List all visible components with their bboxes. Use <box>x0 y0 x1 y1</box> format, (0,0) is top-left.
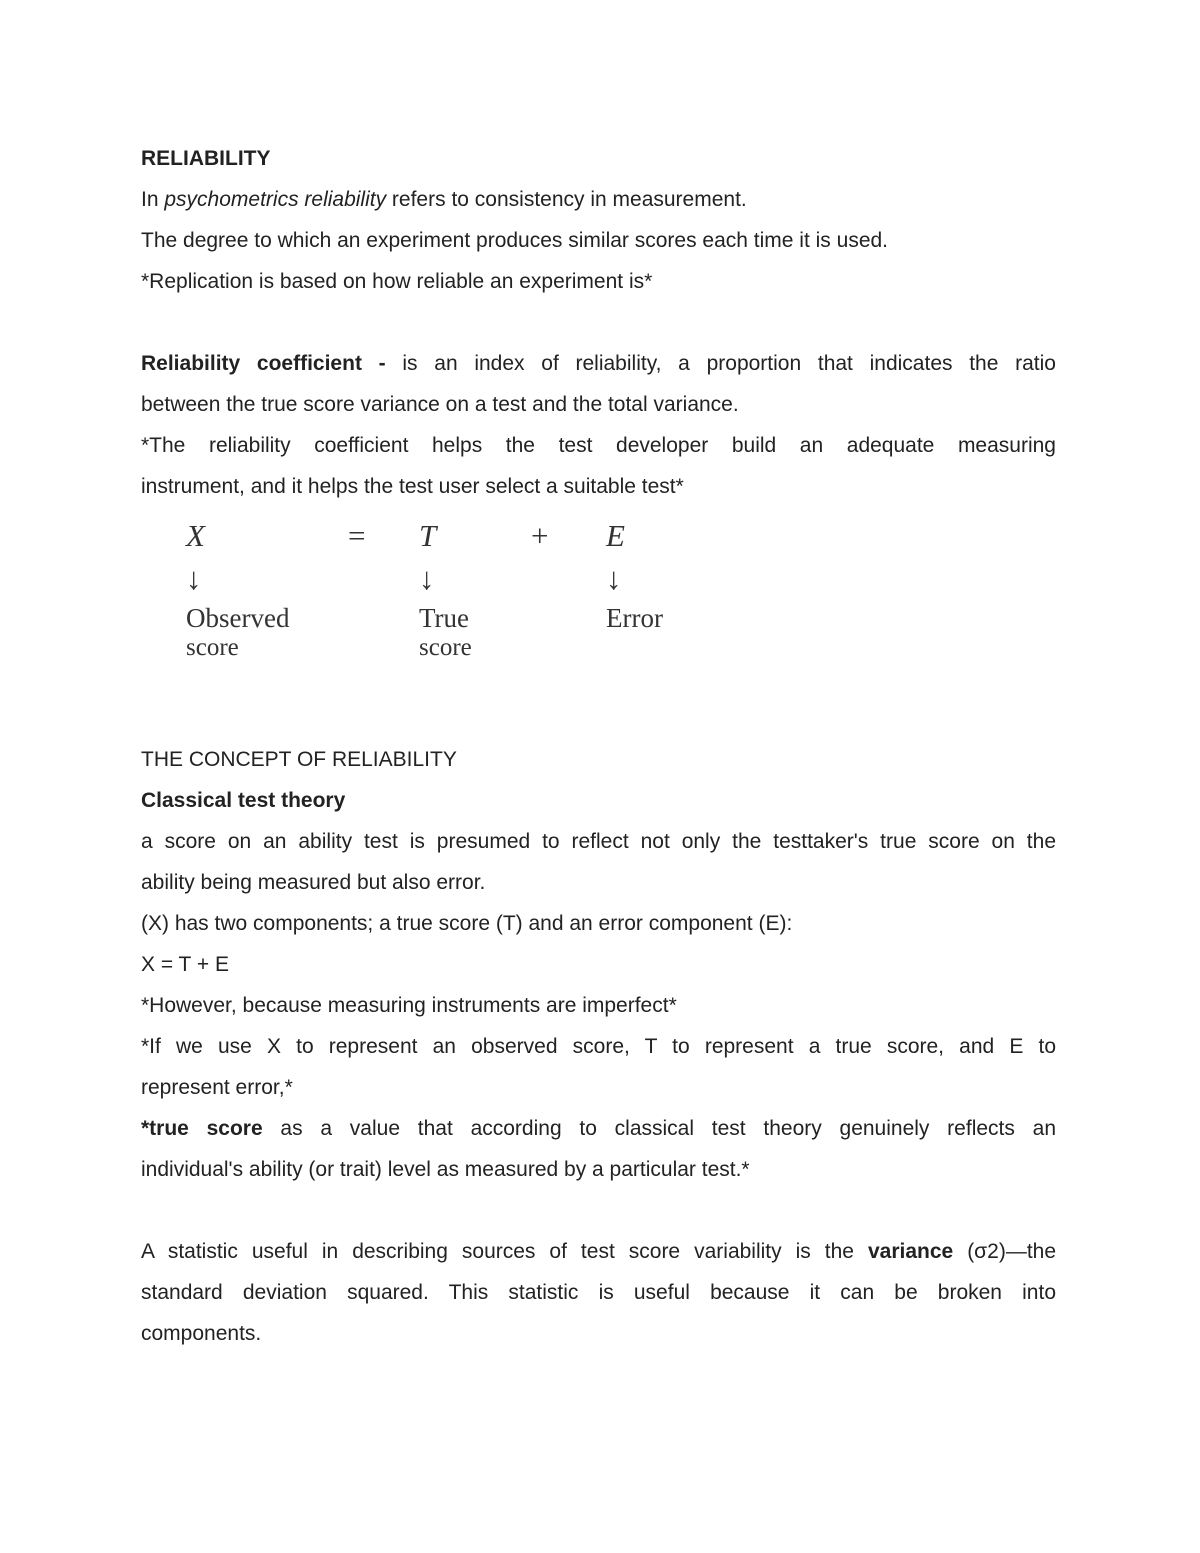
concept-heading <box>141 739 1056 780</box>
formula-observed-column <box>186 517 289 663</box>
variance-line-3: components. <box>141 1322 262 1345</box>
formula-equals-sign: = <box>348 518 366 553</box>
formula-true-score-label: score <box>419 634 472 661</box>
intro-paragraph-1 <box>141 179 1056 220</box>
concept-subheading <box>141 780 1056 821</box>
formula-error-column <box>606 517 663 633</box>
formula-plus-column <box>531 517 548 555</box>
down-arrow-icon: ↓ <box>606 561 622 596</box>
concept-heading-text: THE CONCEPT OF RELIABILITY <box>141 748 457 771</box>
spacer <box>141 302 1056 343</box>
document-body <box>141 138 1056 1354</box>
true-score-formula <box>141 517 1056 739</box>
true-score-def-text: as a value that according to classical test theory genuinely reflects an <box>262 1117 1056 1140</box>
down-arrow-icon: ↓ <box>419 561 435 596</box>
formula-plus-sign: + <box>531 518 549 553</box>
variance-line-2: standard deviation squared. This statistic is useful because it can be broken into <box>141 1281 1056 1304</box>
formula-equals-column <box>348 517 365 555</box>
concept-sentence-6-line-1 <box>141 1108 1056 1149</box>
formula-t-symbol: T <box>419 518 437 553</box>
intro-italic-term: psychometrics reliability <box>164 188 387 211</box>
formula-true-column <box>419 517 472 663</box>
formula-observed-label: Observed <box>186 603 290 633</box>
variance-text: A statistic useful in describing sources of test score variability is the <box>141 1240 868 1263</box>
concept-sentence-1-line-2: ability being measured but also error. <box>141 871 486 894</box>
intro-paragraph-2: The degree to which an experiment produces similar scores each time it is used. <box>141 229 889 252</box>
formula-x-symbol: X <box>186 518 205 553</box>
formula-observed-score-label: score <box>186 634 239 661</box>
formula-e-symbol: E <box>606 518 625 553</box>
title <box>141 138 1056 179</box>
concept-sentence-1-line-1: a score on an ability test is presumed to reflect not only the testtaker's true score on the <box>141 830 1056 853</box>
intro-text-rest: refers to consistency in measurement. <box>386 188 747 211</box>
coefficient-term: Reliability coefficient - <box>141 352 386 375</box>
concept-sentence-4: *However, because measuring instruments are imperfect* <box>141 994 677 1017</box>
variance-term: variance <box>867 1240 954 1263</box>
coefficient-definition-line-2: between the true score variance on a test and the total variance. <box>141 393 739 416</box>
intro-paragraph-3: *Replication is based on how reliable an experiment is* <box>141 270 653 293</box>
concept-sentence-5-line-2: represent error,* <box>141 1076 293 1099</box>
down-arrow-icon: ↓ <box>186 561 202 596</box>
concept-sentence-6-line-2: individual's ability (or trait) level as measured by a particular test.* <box>141 1158 750 1181</box>
variance-text-rest: (σ2)—the <box>953 1240 1057 1263</box>
coefficient-note-line-1: *The reliability coefficient helps the test developer build an adequate measuring <box>141 434 1056 457</box>
coefficient-note-line-2: instrument, and it helps the test user select a suitable test* <box>141 475 684 498</box>
formula-true-label: True <box>419 603 470 633</box>
concept-sentence-2: (X) has two components; a true score (T) and an error component (E): <box>141 912 793 935</box>
title-text: RELIABILITY <box>141 147 271 170</box>
concept-subheading-text: Classical test theory <box>141 789 346 812</box>
intro-text: In <box>141 188 165 211</box>
variance-line-1 <box>141 1231 1056 1272</box>
concept-sentence-5-line-1: *If we use X to represent an observed score, T to represent a true score, and E to <box>141 1035 1056 1058</box>
concept-formula-text: X = T + E <box>141 953 229 976</box>
true-score-term: *true score <box>141 1117 263 1140</box>
spacer <box>141 1190 1056 1231</box>
formula-error-label: Error <box>606 603 663 633</box>
coefficient-def-text: is an index of reliability, a proportion that indicates the ratio <box>385 352 1056 375</box>
coefficient-definition-line-1 <box>141 343 1056 384</box>
